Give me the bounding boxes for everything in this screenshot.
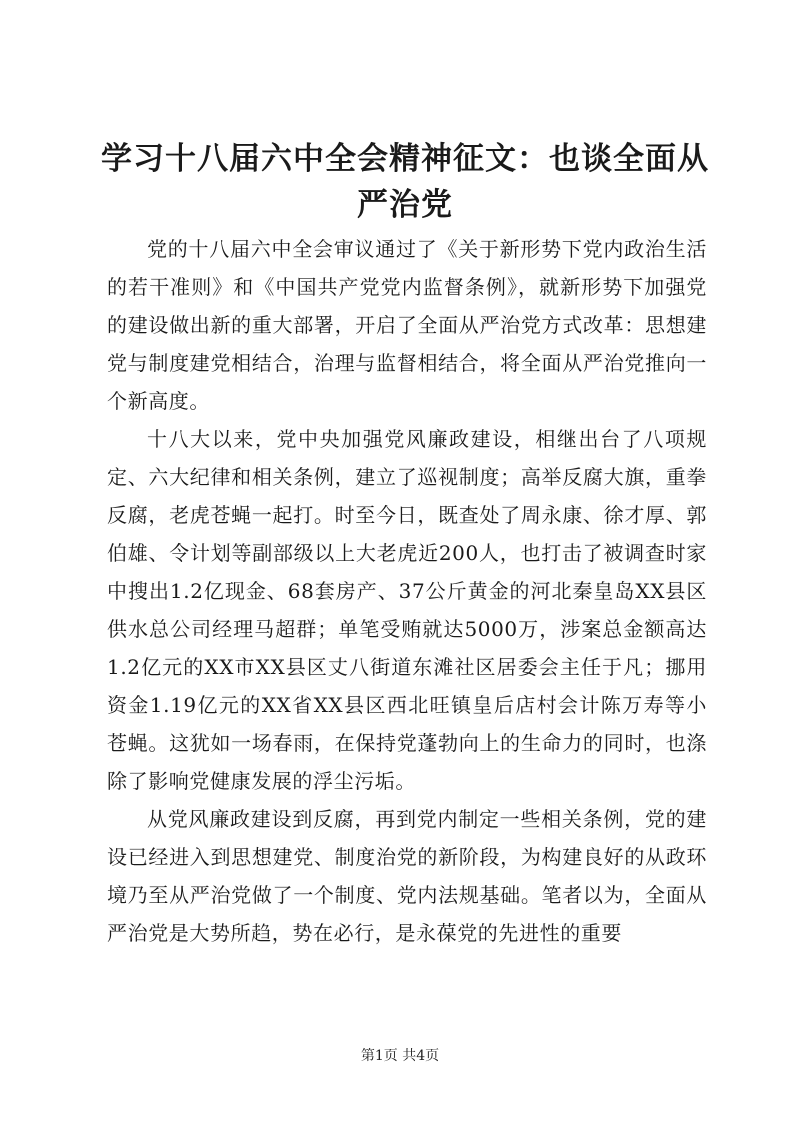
- document-title: 学习十八届六中全会精神征文：也谈全面从严治党: [101, 141, 709, 223]
- paragraph-2: 十八大以来，党中央加强党风廉政建设，相继出台了八项规定、六大纪律和相关条例，建立了巡视制度；高举反腐大旗，重拳反腐，老虎苍蝇一起打。时至今日，既查处了周永康、徐才厚、郭伯雄、令计划等副部级以上大老虎近200人，也打击了被调查时家中搜出1.2亿现金、68套房产、37公斤黄金的河北秦皇岛XX县区供水总公司经理马超群；单笔受贿就达5000万，涉案总金额高达1.2亿元的XX市XX县区丈八街道东滩社区居委会主任于凡；挪用资金1.19亿元的XX省XX县区西北旺镇皇后店村会计陈万寿等小苍蝇。这犹如一场春雨，在保持党蓬勃向上的生命力的同时，也涤除了影响党健康发展的浮尘污垢。: [107, 427, 707, 793]
- paragraph-1: 党的十八届六中全会审议通过了《关于新形势下党内政治生活的若干准则》和《中国共产党党内监督条例》，就新形势下加强党的建设做出新的重大部署，开启了全面从严治党方式改革：思想建党与制度建党相结合，治理与监督相结合，将全面从严治党推向一个新高度。: [107, 237, 707, 413]
- page-footer: 第1页 共4页: [360, 1048, 440, 1064]
- document-body: [107, 230, 707, 952]
- paragraph-3: 从党风廉政建设到反腐，再到党内制定一些相关条例，党的建设已经进入到思想建党、制度治党的新阶段，为构建良好的从政环境乃至从严治党做了一个制度、党内法规基础。笔者以为，全面从严治党是大势所趋，势在必行，是永葆党的先进性的重要: [107, 807, 707, 945]
